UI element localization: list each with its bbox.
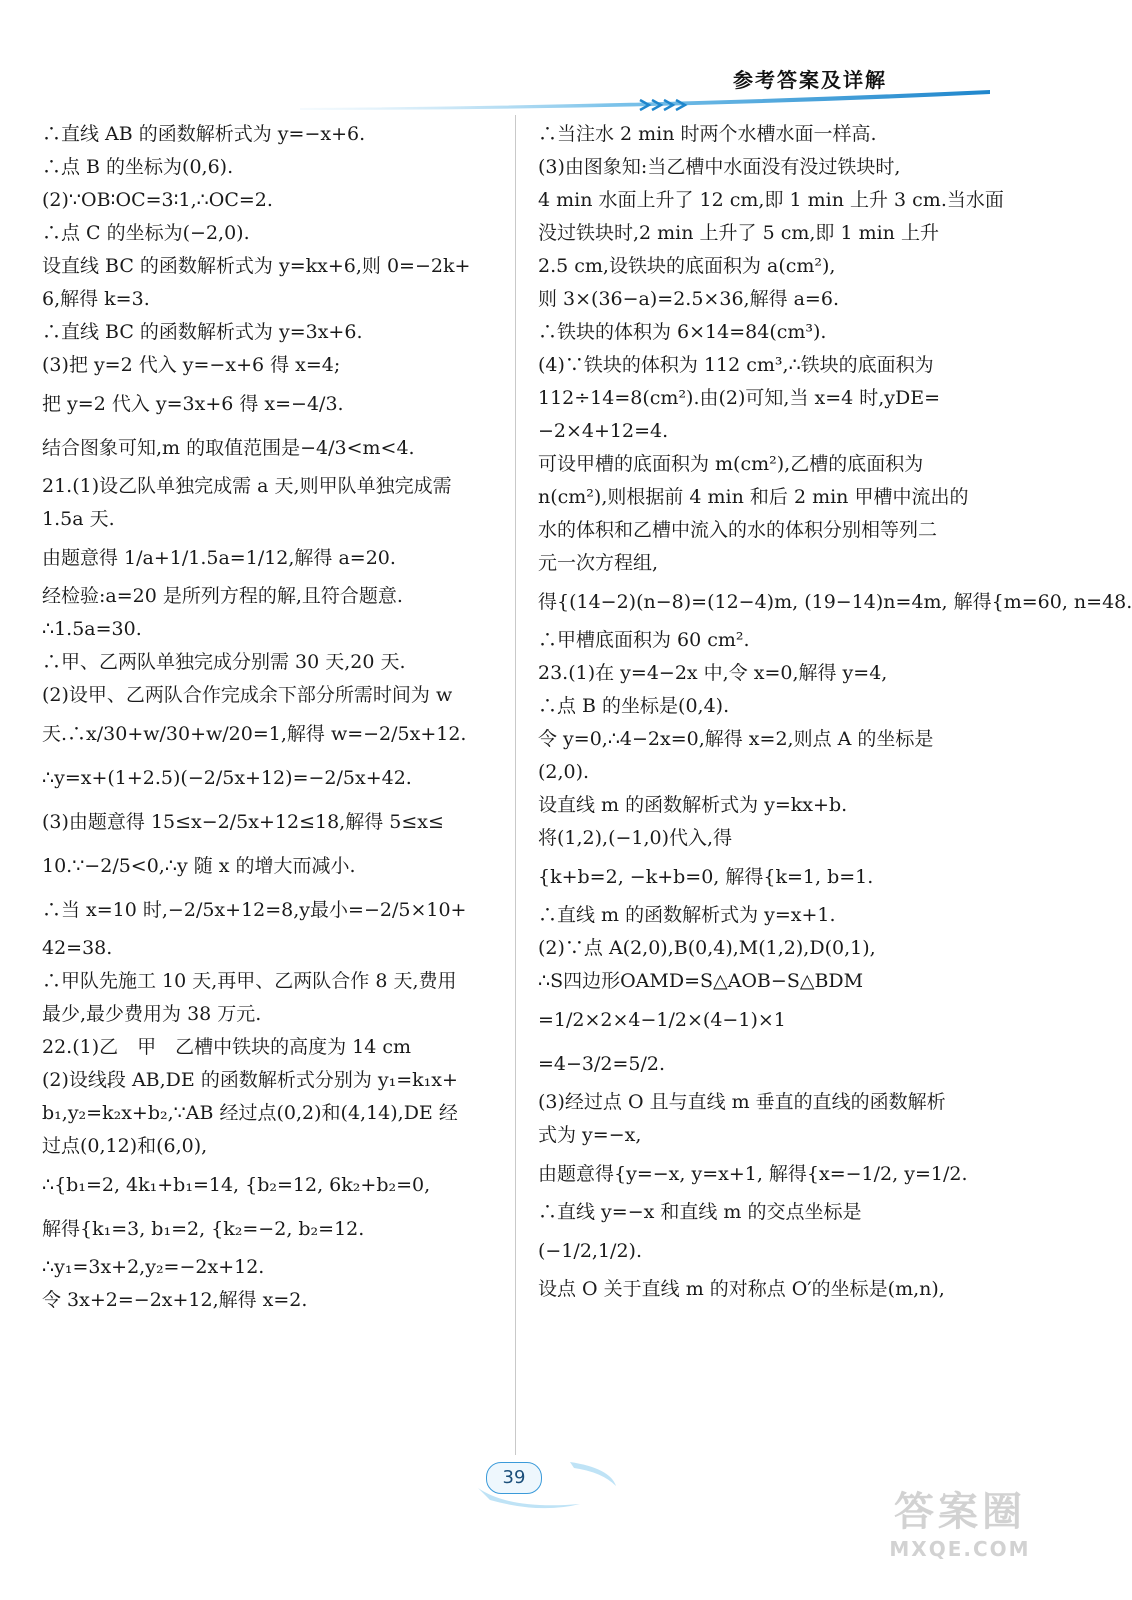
text-line: 元一次方程组, xyxy=(538,552,659,574)
text-line: 设点 O 关于直线 m 的对称点 O′的坐标是(m,n), xyxy=(538,1278,945,1300)
text-line: ∴直线 BC 的函数解析式为 y=3x+6. xyxy=(42,321,363,343)
text-line: 4 min 水面上升了 12 cm,即 1 min 上升 3 cm.当水面 xyxy=(538,189,1004,211)
header-title: 参考答案及详解 xyxy=(733,68,887,92)
text-line: 可设甲槽的底面积为 m(cm²),乙槽的底面积为 xyxy=(538,453,924,475)
text-line: (3)由图象知:当乙槽中水面没有没过铁块时, xyxy=(538,156,901,178)
text-line: 22.(1)乙 甲 乙槽中铁块的高度为 14 cm xyxy=(42,1036,412,1058)
text-line: 把 y=2 代入 y=3x+6 得 x=−4/3. xyxy=(42,393,344,415)
text-line: (4)∵铁块的体积为 112 cm³,∴铁块的底面积为 xyxy=(538,354,934,376)
text-line: 设直线 BC 的函数解析式为 y=kx+6,则 0=−2k+ xyxy=(42,255,471,277)
text-line: 最少,最少费用为 38 万元. xyxy=(42,1003,262,1025)
text-line: (2)设甲、乙两队合作完成余下部分所需时间为 w xyxy=(42,684,453,706)
text-line: 23.(1)在 y=4−2x 中,令 x=0,解得 y=4, xyxy=(538,662,888,684)
text-line: 10.∵−2/5<0,∴y 随 x 的增大而减小. xyxy=(42,855,356,877)
text-line: 由题意得 1/a+1/1.5a=1/12,解得 a=20. xyxy=(42,547,396,569)
text-line: ∴铁块的体积为 6×14=84(cm³). xyxy=(538,321,827,343)
watermark-logo xyxy=(865,1488,1055,1574)
text-line: 令 y=0,∴4−2x=0,解得 x=2,则点 A 的坐标是 xyxy=(538,728,934,750)
right-column xyxy=(538,118,1132,1306)
text-line: (3)由题意得 15≤x−2/5x+12≤18,解得 5≤x≤ xyxy=(42,811,444,833)
text-line: (3)把 y=2 代入 y=−x+6 得 x=4; xyxy=(42,354,341,376)
text-line: (−1/2,1/2). xyxy=(538,1240,642,1262)
text-line: ∴点 B 的坐标是(0,4). xyxy=(538,695,730,717)
text-line: =4−3/2=5/2. xyxy=(538,1053,666,1075)
column-divider xyxy=(515,115,516,1455)
text-line: =1/2×2×4−1/2×(4−1)×1 xyxy=(538,1009,786,1031)
text-line: (2)设线段 AB,DE 的函数解析式分别为 y₁=k₁x+ xyxy=(42,1069,458,1091)
text-line: (2)∵OB∶OC=3∶1,∴OC=2. xyxy=(42,189,273,211)
text-line: 21.(1)设乙队单独完成需 a 天,则甲队单独完成需 xyxy=(42,475,452,497)
text-line: ∴点 C 的坐标为(−2,0). xyxy=(42,222,250,244)
text-line: 过点(0,12)和(6,0), xyxy=(42,1135,208,1157)
text-line: 6,解得 k=3. xyxy=(42,288,150,310)
text-line: ∴当 x=10 时,−2/5x+12=8,y最小=−2/5×10+ xyxy=(42,899,467,921)
text-line: {k+b=2, −k+b=0, 解得{k=1, b=1. xyxy=(538,866,874,888)
text-line: (2)∵点 A(2,0),B(0,4),M(1,2),D(0,1), xyxy=(538,937,876,959)
text-line: n(cm²),则根据前 4 min 和后 2 min 甲槽中流出的 xyxy=(538,486,969,508)
text-line: b₁,y₂=k₂x+b₂,∵AB 经过点(0,2)和(4,14),DE 经 xyxy=(42,1102,458,1124)
text-line: 经检验:a=20 是所列方程的解,且符合题意. xyxy=(42,585,403,607)
text-line: 设直线 m 的函数解析式为 y=kx+b. xyxy=(538,794,848,816)
text-line: ∴1.5a=30. xyxy=(42,618,142,640)
text-line: 由题意得{y=−x, y=x+1, 解得{x=−1/2, y=1/2. xyxy=(538,1163,968,1185)
text-line: ∴y₁=3x+2,y₂=−2x+12. xyxy=(42,1256,265,1278)
text-line: ∴直线 m 的函数解析式为 y=x+1. xyxy=(538,904,836,926)
text-line: 得{(14−2)(n−8)=(12−4)m, (19−14)n=4m, 解得{m=60, n=48. xyxy=(538,591,1132,613)
text-line: 42=38. xyxy=(42,937,113,959)
text-line: 将(1,2),(−1,0)代入,得 xyxy=(538,827,733,849)
text-line: 2.5 cm,设铁块的底面积为 a(cm²), xyxy=(538,255,836,277)
text-line: −2×4+12=4. xyxy=(538,420,669,442)
text-line: ∴y=x+(1+2.5)(−2/5x+12)=−2/5x+42. xyxy=(42,767,412,789)
text-line: 没过铁块时,2 min 上升了 5 cm,即 1 min 上升 xyxy=(538,222,939,244)
text-line: 解得{k₁=3, b₁=2, {k₂=−2, b₂=12. xyxy=(42,1218,365,1240)
text-line: 结合图象可知,m 的取值范围是−4/3<m<4. xyxy=(42,437,415,459)
text-line: ∴甲槽底面积为 60 cm². xyxy=(538,629,750,651)
header-arrow-decoration xyxy=(300,88,990,112)
text-line: ∴直线 AB 的函数解析式为 y=−x+6. xyxy=(42,123,366,145)
watermark-url-text: MXQE.COM xyxy=(889,1537,1031,1561)
text-line: 天.∴x/30+w/30+w/20=1,解得 w=−2/5x+12. xyxy=(42,723,467,745)
text-line: 1.5a 天. xyxy=(42,508,115,530)
text-line: (3)经过点 O 且与直线 m 垂直的直线的函数解析 xyxy=(538,1091,946,1113)
left-column xyxy=(42,118,494,1317)
page-number: 39 xyxy=(486,1462,542,1494)
text-line: 令 3x+2=−2x+12,解得 x=2. xyxy=(42,1289,308,1311)
text-line: ∴甲队先施工 10 天,再甲、乙两队合作 8 天,费用 xyxy=(42,970,457,992)
watermark-main-text: 答案圈 xyxy=(894,1489,1026,1535)
text-line: ∴{b₁=2, 4k₁+b₁=14, {b₂=12, 6k₂+b₂=0, xyxy=(42,1174,431,1196)
text-line: ∴当注水 2 min 时两个水槽水面一样高. xyxy=(538,123,877,145)
text-line: 水的体积和乙槽中流入的水的体积分别相等列二 xyxy=(538,519,938,541)
text-line: ∴直线 y=−x 和直线 m 的交点坐标是 xyxy=(538,1201,862,1223)
text-line: 112÷14=8(cm²).由(2)可知,当 x=4 时,yDE= xyxy=(538,387,941,409)
text-line: 则 3×(36−a)=2.5×36,解得 a=6. xyxy=(538,288,839,310)
text-line: ∴点 B 的坐标为(0,6). xyxy=(42,156,234,178)
text-line: ∴S四边形OAMD=S△AOB−S△BDM xyxy=(538,970,864,992)
text-line: 式为 y=−x, xyxy=(538,1124,642,1146)
text-line: (2,0). xyxy=(538,761,590,783)
text-line: ∴甲、乙两队单独完成分别需 30 天,20 天. xyxy=(42,651,406,673)
